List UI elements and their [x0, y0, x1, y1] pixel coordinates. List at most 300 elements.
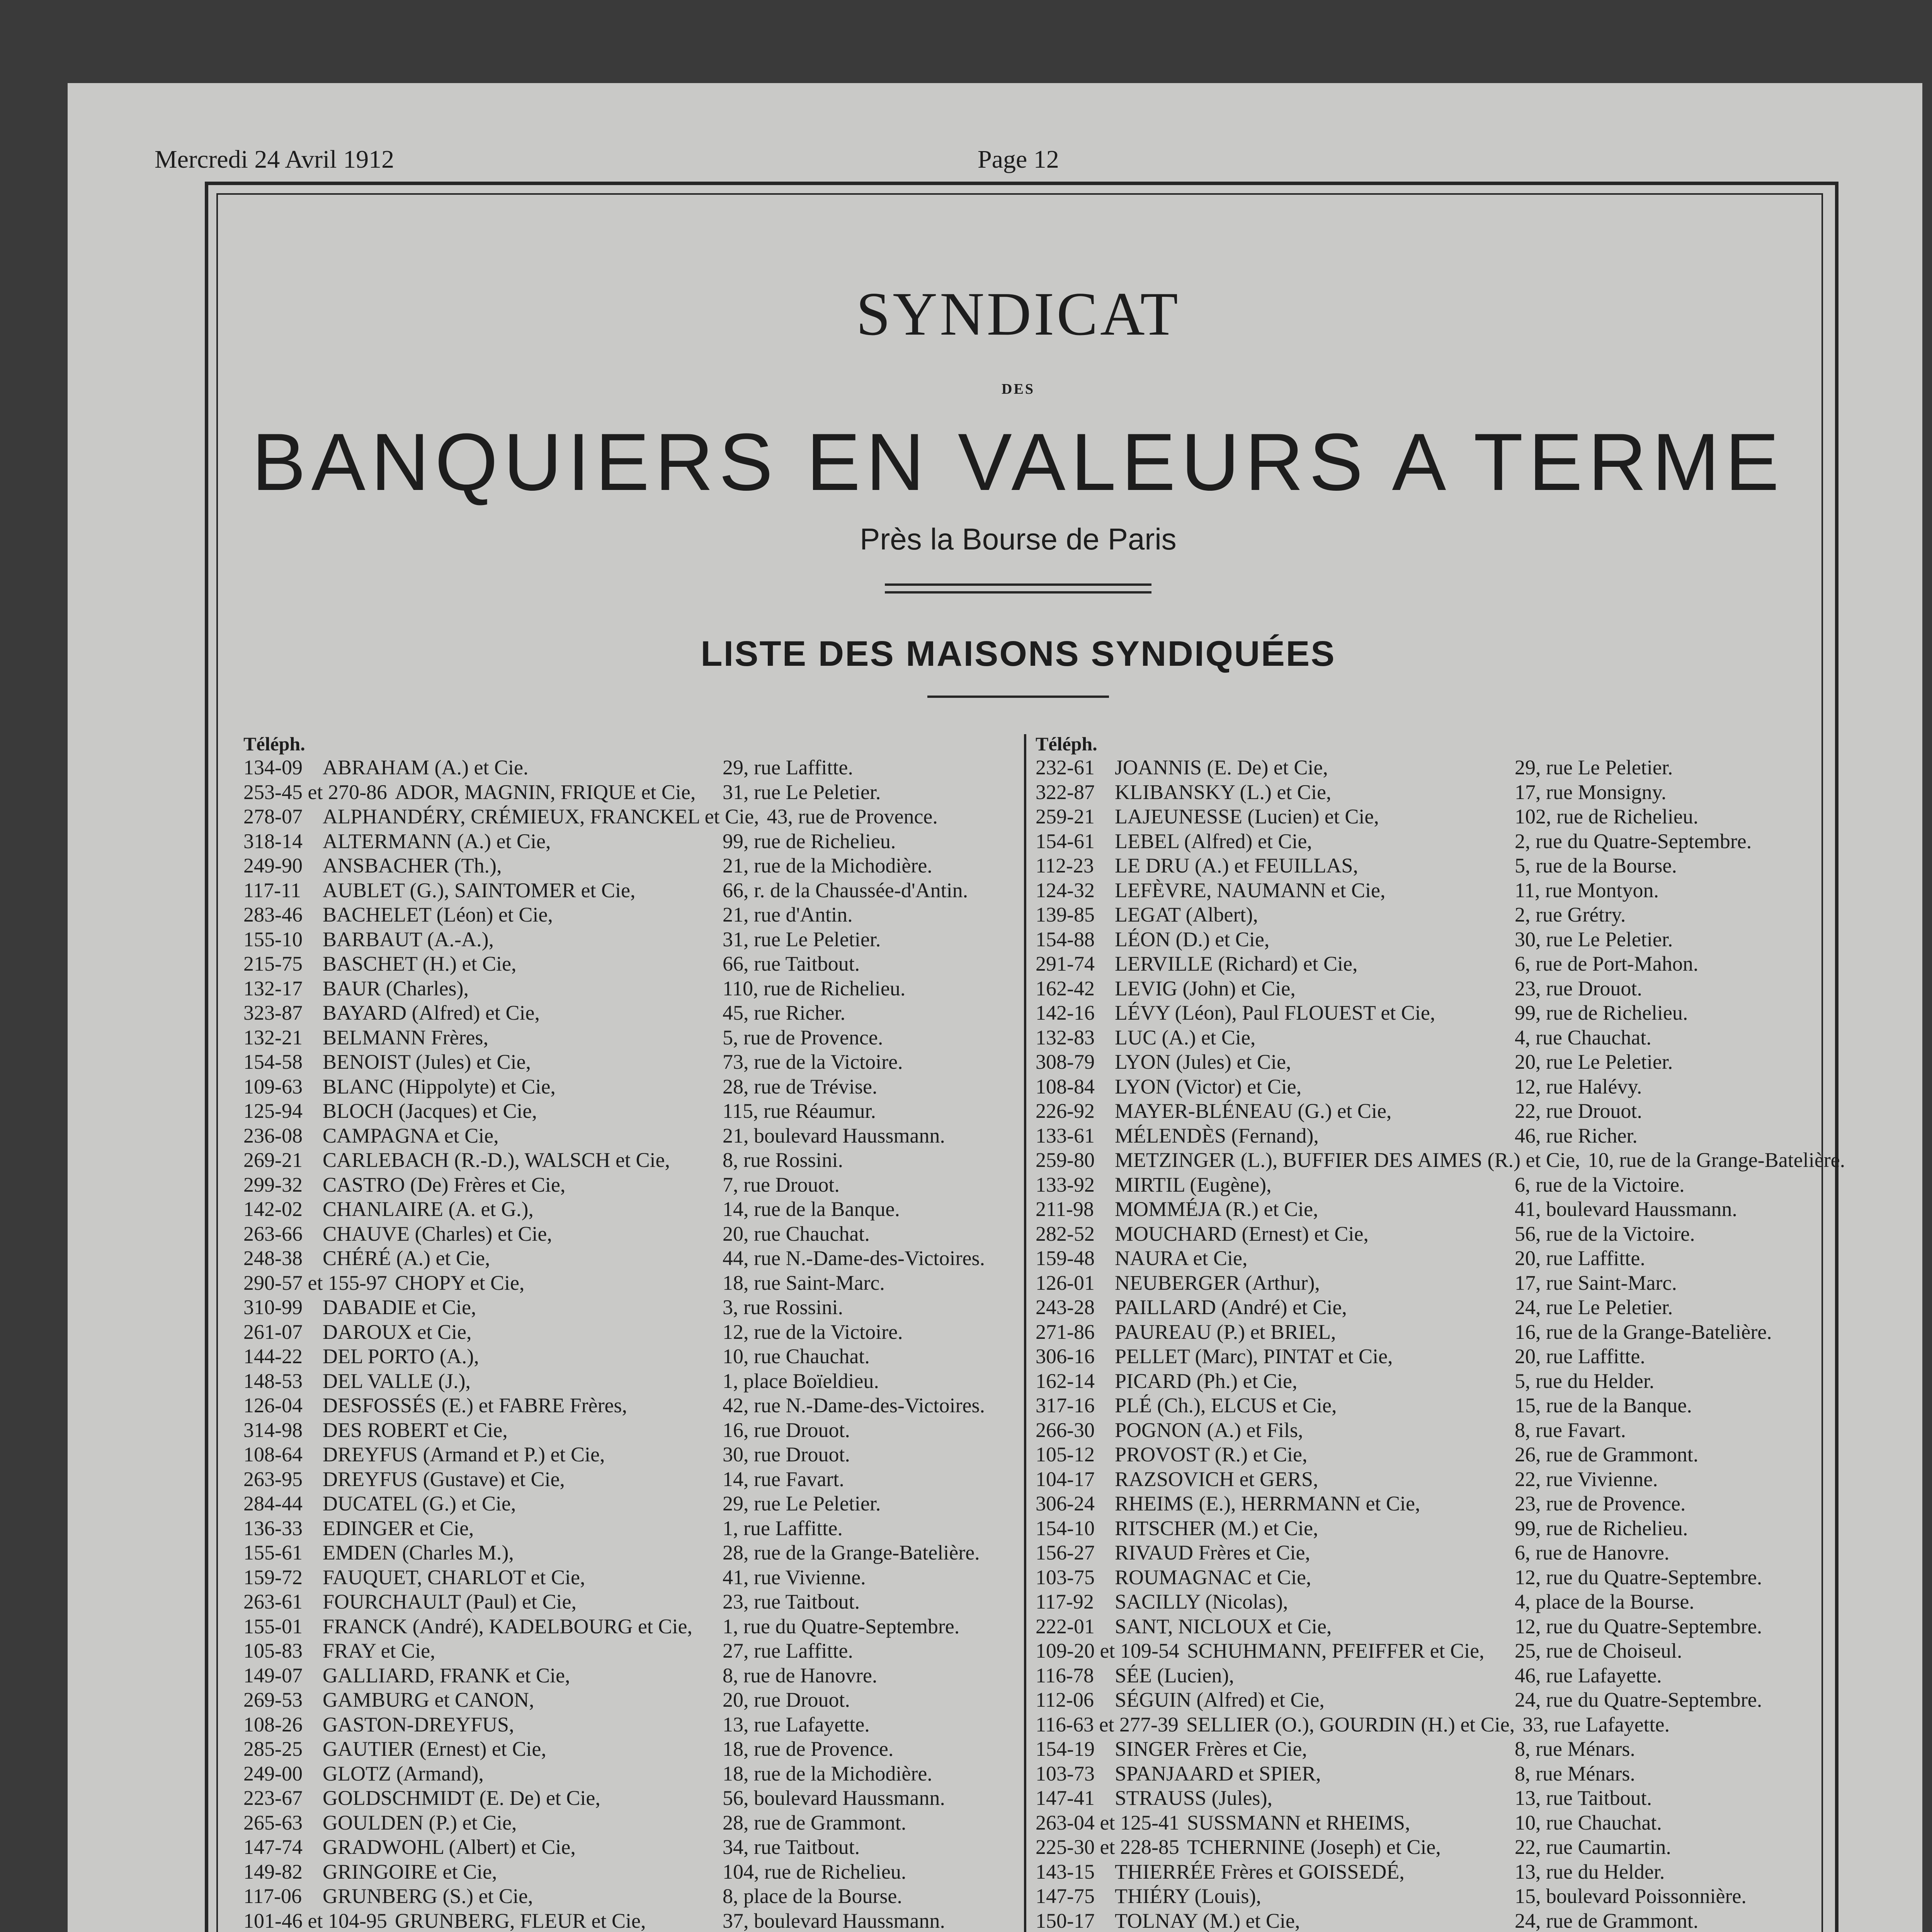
firm-address: 30, rue Drouot. — [723, 1443, 850, 1466]
phone-number: 162-42 — [1036, 976, 1095, 1000]
directory-row — [1036, 1393, 1692, 1418]
firm-name: LUC (A.) et Cie, — [1115, 1026, 1256, 1049]
firm-address: 12, rue du Quatre-Septembre. — [1515, 1614, 1762, 1638]
firm-address: 17, rue Monsigny. — [1515, 780, 1667, 804]
phone-number: 259-80 — [1036, 1148, 1095, 1172]
firm-address: 20, rue Chauchat. — [723, 1222, 870, 1245]
firm-name: DEL VALLE (J.), — [323, 1369, 471, 1393]
phone-number: 249-00 — [243, 1762, 303, 1785]
phone-number: 226-92 — [1036, 1099, 1095, 1122]
phone-number: 124-32 — [1036, 878, 1095, 902]
firm-address: 99, rue de Richelieu. — [1515, 1001, 1688, 1024]
firm-name: BELMANN Frères, — [323, 1026, 488, 1049]
phone-number: 105-83 — [243, 1639, 303, 1662]
phone-number: 278-07 — [243, 805, 303, 828]
firm-address: 14, rue Favart. — [723, 1467, 844, 1491]
phone-number: 125-94 — [243, 1099, 303, 1122]
firm-address: 34, rue Taitbout. — [723, 1835, 860, 1859]
phone-number: 253-45 et 270-86 — [243, 780, 387, 804]
phone-number: 266-30 — [1036, 1418, 1095, 1442]
phone-number: 117-11 — [243, 878, 301, 902]
directory-row — [243, 1811, 906, 1835]
firm-address: 18, rue Saint-Marc. — [723, 1271, 885, 1294]
directory-row — [1036, 1418, 1626, 1443]
phone-number: 108-64 — [243, 1443, 303, 1466]
phone-number: 103-75 — [1036, 1565, 1095, 1589]
firm-name: RAZSOVICH et GERS, — [1115, 1467, 1318, 1491]
firm-address: 8, rue Ménars. — [1515, 1762, 1635, 1785]
firm-name: DREYFUS (Gustave) et Cie, — [323, 1467, 565, 1491]
des-connector: DES — [1002, 381, 1035, 397]
phone-number: 112-06 — [1036, 1688, 1094, 1711]
phone-number: 132-21 — [243, 1026, 303, 1049]
phone-number: 159-72 — [243, 1565, 303, 1589]
phone-number: 284-44 — [243, 1492, 303, 1515]
page-number: Page 12 — [978, 145, 1059, 173]
phone-number: 291-74 — [1036, 952, 1095, 975]
firm-name: DREYFUS (Armand et P.) et Cie, — [323, 1443, 605, 1466]
firm-address: 21, boulevard Haussmann. — [723, 1124, 945, 1147]
firm-address: 4, rue Chauchat. — [1515, 1026, 1651, 1049]
directory-row — [243, 1026, 883, 1050]
directory-row — [243, 1909, 945, 1932]
firm-name: BASCHET (H.) et Cie, — [323, 952, 517, 975]
directory-row — [243, 1737, 894, 1762]
firm-name: MOMMÉJA (R.) et Cie, — [1115, 1197, 1318, 1221]
phone-number: 162-14 — [1036, 1369, 1095, 1393]
directory-row — [243, 1516, 843, 1541]
firm-address: 46, rue Richer. — [1515, 1124, 1638, 1147]
firm-address: 18, rue de Provence. — [723, 1737, 894, 1760]
firm-name: METZINGER (L.), BUFFIER DES AIMES (R.) et Cie, — [1115, 1148, 1580, 1172]
directory-row — [1036, 1467, 1658, 1492]
firm-name: CARLEBACH (R.-D.), WALSCH et Cie, — [323, 1148, 670, 1172]
phone-number: 215-75 — [243, 952, 303, 975]
firm-name: BACHELET (Léon) et Cie, — [323, 903, 553, 926]
phone-number: 283-46 — [243, 903, 303, 926]
tel-column-header: Téléph. — [1036, 733, 1097, 755]
firm-address: 28, rue de la Grange-Batelière. — [723, 1541, 980, 1564]
directory-row — [1036, 1516, 1688, 1541]
firm-address: 43, rue de Provence. — [767, 805, 938, 828]
directory-row — [243, 1663, 878, 1688]
firm-address: 22, rue Caumartin. — [1515, 1835, 1671, 1859]
phone-number: 155-10 — [243, 927, 303, 951]
phone-number: 263-04 et 125-41 — [1036, 1811, 1179, 1834]
phone-number: 142-02 — [243, 1197, 303, 1221]
phone-number: 149-82 — [243, 1860, 303, 1883]
firm-name: LAJEUNESSE (Lucien) et Cie, — [1115, 805, 1379, 828]
phone-number: 222-01 — [1036, 1614, 1095, 1638]
phone-number: 310-99 — [243, 1296, 303, 1319]
firm-name: GASTON-DREYFUS, — [323, 1713, 514, 1736]
directory-row — [243, 804, 938, 829]
firm-address: 7, rue Drouot. — [723, 1173, 840, 1196]
firm-address: 5, rue de Provence. — [723, 1026, 883, 1049]
firm-name: LE DRU (A.) et FEUILLAS, — [1115, 854, 1358, 877]
firm-address: 29, rue Le Peletier. — [723, 1492, 881, 1515]
firm-name: JOANNIS (E. De) et Cie, — [1115, 756, 1328, 779]
directory-right-column — [1036, 732, 1845, 1932]
phone-number: 144-22 — [243, 1345, 303, 1368]
firm-address: 44, rue N.-Dame-des-Victoires. — [723, 1247, 985, 1270]
firm-address: 21, rue d'Antin. — [723, 903, 853, 926]
phone-number: 126-04 — [243, 1394, 303, 1417]
firm-name: GLOTZ (Armand), — [323, 1762, 484, 1785]
directory-row — [243, 1786, 945, 1811]
phone-number: 263-66 — [243, 1222, 303, 1245]
phone-number: 105-12 — [1036, 1443, 1095, 1466]
firm-address: 27, rue Laffitte. — [723, 1639, 853, 1662]
firm-address: 23, rue de Provence. — [1515, 1492, 1686, 1515]
firm-address: 102, rue de Richelieu. — [1515, 805, 1699, 828]
firm-address: 6, rue de la Victoire. — [1515, 1173, 1685, 1196]
directory-row — [1036, 804, 1699, 829]
firm-address: 1, rue Laffitte. — [723, 1516, 843, 1540]
firm-address: 20, rue Drouot. — [723, 1688, 850, 1711]
phone-number: 109-20 et 109-54 — [1036, 1639, 1179, 1662]
firm-name: MÉLENDÈS (Fernand), — [1115, 1124, 1319, 1147]
phone-number: 116-63 et 277-39 — [1036, 1713, 1179, 1736]
firm-name: RITSCHER (M.) et Cie, — [1115, 1516, 1318, 1540]
phone-number: 117-92 — [1036, 1590, 1094, 1613]
firm-address: 3, rue Rossini. — [723, 1296, 844, 1319]
directory-row — [243, 1124, 945, 1148]
directory-row — [1036, 1001, 1688, 1026]
firm-name: LEVIG (John) et Cie, — [1115, 976, 1296, 1000]
directory-row — [1036, 1786, 1652, 1811]
phone-number: 101-46 et 104-95 — [243, 1909, 387, 1932]
phone-number: 290-57 et 155-97 — [243, 1271, 387, 1294]
title-rule-bottom — [885, 591, 1151, 594]
phone-number: 269-53 — [243, 1688, 303, 1711]
list-title: LISTE DES MAISONS SYNDIQUÉES — [701, 634, 1336, 673]
firm-name: POGNON (A.) et Fils, — [1115, 1418, 1303, 1442]
firm-address: 28, rue de Trévise. — [723, 1075, 878, 1098]
firm-address: 16, rue de la Grange-Batelière. — [1515, 1320, 1772, 1344]
firm-name: GALLIARD, FRANK et Cie, — [323, 1663, 570, 1687]
firm-name: FRAY et Cie, — [323, 1639, 435, 1662]
directory-row — [1036, 1099, 1642, 1124]
firm-name: MAYER-BLÉNEAU (G.) et Cie, — [1115, 1099, 1392, 1122]
firm-name: SACILLY (Nicolas), — [1115, 1590, 1288, 1613]
firm-address: 20, rue Laffitte. — [1515, 1345, 1645, 1368]
directory-row — [243, 755, 853, 780]
firm-address: 110, rue de Richelieu. — [723, 976, 906, 1000]
phone-number: 132-83 — [1036, 1026, 1095, 1049]
main-title: BANQUIERS EN VALEURS A TERME — [252, 417, 1785, 507]
column-divider — [1024, 734, 1026, 1932]
firm-name: LYON (Jules) et Cie, — [1115, 1050, 1291, 1073]
directory-row — [243, 854, 932, 878]
directory-row — [1036, 976, 1642, 1001]
firm-address: 45, rue Richer. — [723, 1001, 845, 1024]
phone-number: 259-21 — [1036, 805, 1095, 828]
directory-row — [243, 1418, 850, 1443]
firm-address: 10, rue Chauchat. — [1515, 1811, 1662, 1834]
phone-number: 314-98 — [243, 1418, 303, 1442]
firm-name: ALTERMANN (A.) et Cie, — [323, 829, 551, 853]
directory-row — [243, 1148, 844, 1173]
phone-number: 109-63 — [243, 1075, 303, 1098]
directory-left-column — [243, 732, 985, 1932]
directory-row — [1036, 1688, 1762, 1713]
phone-number: 236-08 — [243, 1124, 303, 1147]
firm-name: RHEIMS (E.), HERRMANN et Cie, — [1115, 1492, 1420, 1515]
firm-address: 42, rue N.-Dame-des-Victoires. — [723, 1394, 985, 1417]
phone-number: 154-10 — [1036, 1516, 1095, 1540]
firm-name: PELLET (Marc), PINTAT et Cie, — [1115, 1345, 1393, 1368]
firm-name: SANT, NICLOUX et Cie, — [1115, 1614, 1332, 1638]
directory-row — [243, 1541, 980, 1565]
directory-row — [1036, 1909, 1699, 1932]
directory-row — [243, 1001, 845, 1026]
phone-number: 154-58 — [243, 1050, 303, 1073]
directory-row — [1036, 1590, 1694, 1614]
phone-number: 133-92 — [1036, 1173, 1095, 1196]
directory-row — [1036, 1246, 1645, 1271]
firm-address: 15, rue de la Banque. — [1515, 1394, 1692, 1417]
firm-name: BARBAUT (A.-A.), — [323, 927, 494, 951]
directory-row — [243, 1320, 903, 1345]
directory-row — [1036, 1811, 1662, 1835]
directory-row — [1036, 1762, 1635, 1786]
firm-address: 37, boulevard Haussmann. — [723, 1909, 945, 1932]
tel-column-header: Téléph. — [243, 733, 305, 755]
firm-address: 13, rue Lafayette. — [723, 1713, 870, 1736]
firm-name: FAUQUET, CHARLOT et Cie, — [323, 1565, 585, 1589]
firm-name: TOLNAY (M.) et Cie, — [1115, 1909, 1300, 1932]
phone-number: 323-87 — [243, 1001, 303, 1024]
firm-address: 33, rue Lafayette. — [1522, 1713, 1670, 1736]
directory-row — [243, 1492, 881, 1516]
firm-address: 99, rue de Richelieu. — [723, 829, 896, 853]
directory-row — [243, 829, 896, 854]
firm-address: 30, rue Le Peletier. — [1515, 927, 1673, 951]
directory-row — [243, 1442, 850, 1467]
list-title-rule — [927, 696, 1109, 698]
firm-name: CHÉRÉ (A.) et Cie, — [323, 1247, 490, 1270]
phone-number: 243-28 — [1036, 1296, 1095, 1319]
firm-name: ANSBACHER (Th.), — [323, 854, 502, 877]
firm-name: DUCATEL (G.) et Cie, — [323, 1492, 516, 1515]
firm-name: MOUCHARD (Ernest) et Cie, — [1115, 1222, 1369, 1245]
firm-address: 29, rue Le Peletier. — [1515, 756, 1673, 779]
firm-address: 26, rue de Grammont. — [1515, 1443, 1699, 1466]
firm-address: 22, rue Vivienne. — [1515, 1467, 1658, 1491]
firm-name: DAROUX et Cie, — [323, 1320, 472, 1344]
phone-number: 317-16 — [1036, 1394, 1095, 1417]
directory-row — [243, 780, 881, 805]
firm-name: ROUMAGNAC et Cie, — [1115, 1565, 1311, 1589]
firm-address: 13, rue du Helder. — [1515, 1860, 1665, 1883]
firm-name: EDINGER et Cie, — [323, 1516, 474, 1540]
firm-address: 16, rue Drouot. — [723, 1418, 850, 1442]
directory-row — [243, 1688, 850, 1713]
directory-row — [1036, 1026, 1651, 1050]
directory-right-rows — [1036, 755, 1845, 1932]
directory-row — [1036, 1614, 1762, 1639]
firm-name: LEBEL (Alfred) et Cie, — [1115, 829, 1312, 853]
firm-name: MIRTIL (Eugène), — [1115, 1173, 1272, 1196]
directory-row — [1036, 854, 1677, 878]
directory-row — [243, 1713, 870, 1737]
firm-name: GRINGOIRE et Cie, — [323, 1860, 497, 1883]
firm-name: DEL PORTO (A.), — [323, 1345, 479, 1368]
firm-name: LEFÈVRE, NAUMANN et Cie, — [1115, 878, 1386, 902]
directory-row — [243, 878, 968, 903]
firm-name: BENOIST (Jules) et Cie, — [323, 1050, 531, 1073]
phone-number: 143-15 — [1036, 1860, 1095, 1883]
firm-name: GRUNBERG (S.) et Cie, — [323, 1884, 533, 1908]
firm-name: SÉE (Lucien), — [1115, 1663, 1234, 1687]
phone-number: 249-90 — [243, 854, 303, 877]
firm-address: 11, rue Montyon. — [1515, 878, 1659, 902]
firm-name: NAURA et Cie, — [1115, 1247, 1248, 1270]
phone-number: 117-06 — [243, 1884, 302, 1908]
phone-number: 136-33 — [243, 1516, 303, 1540]
firm-address: 23, rue Drouot. — [1515, 976, 1642, 1000]
firm-address: 73, rue de la Victoire. — [723, 1050, 903, 1073]
directory-row — [1036, 1639, 1682, 1663]
firm-address: 20, rue Le Peletier. — [1515, 1050, 1673, 1073]
directory-row — [243, 1369, 879, 1394]
firm-name: ABRAHAM (A.) et Cie. — [323, 756, 529, 779]
syndicat-heading: SYNDICAT — [856, 279, 1180, 348]
firm-name: THIÉRY (Louis), — [1115, 1884, 1261, 1908]
phone-number: 139-85 — [1036, 903, 1095, 926]
firm-address: 41, rue Vivienne. — [723, 1565, 866, 1589]
phone-number: 154-88 — [1036, 927, 1095, 951]
firm-name: STRAUSS (Jules), — [1115, 1786, 1273, 1810]
directory-row — [243, 1099, 876, 1124]
directory-row — [1036, 1737, 1635, 1762]
directory-row — [1036, 1050, 1673, 1075]
directory-row — [1036, 1835, 1671, 1860]
directory-row — [243, 1565, 866, 1590]
phone-number: 149-07 — [243, 1663, 303, 1687]
firm-name: PAUREAU (P.) et BRIEL, — [1115, 1320, 1336, 1344]
directory-row — [243, 952, 860, 976]
firm-address: 24, rue du Quatre-Septembre. — [1515, 1688, 1762, 1711]
directory-row — [243, 1467, 844, 1492]
directory-left-rows — [243, 755, 985, 1932]
firm-address: 1, rue du Quatre-Septembre. — [723, 1614, 960, 1638]
firm-name: KLIBANSKY (L.) et Cie, — [1115, 780, 1332, 804]
firm-address: 6, rue de Hanovre. — [1515, 1541, 1670, 1564]
directory-row — [1036, 1271, 1677, 1296]
phone-number: 132-17 — [243, 976, 303, 1000]
phone-number: 306-24 — [1036, 1492, 1095, 1515]
phone-number: 142-16 — [1036, 1001, 1095, 1024]
firm-name: SELLIER (O.), GOURDIN (H.) et Cie, — [1186, 1713, 1515, 1736]
phone-number: 306-16 — [1036, 1345, 1095, 1368]
subtitle: Près la Bourse de Paris — [860, 522, 1177, 556]
firm-name: GOLDSCHMIDT (E. De) et Cie, — [323, 1786, 600, 1810]
directory-row — [243, 903, 853, 927]
firm-name: PAILLARD (André) et Cie, — [1115, 1296, 1347, 1319]
firm-name: BLANC (Hippolyte) et Cie, — [323, 1075, 556, 1098]
directory-row — [243, 1050, 903, 1075]
firm-address: 12, rue du Quatre-Septembre. — [1515, 1565, 1762, 1589]
firm-address: 8, rue Rossini. — [723, 1148, 844, 1172]
directory-row — [1036, 1541, 1670, 1565]
firm-name: SÉGUIN (Alfred) et Cie, — [1115, 1688, 1325, 1711]
directory-row — [1036, 1320, 1772, 1345]
firm-name: SUSSMANN et RHEIMS, — [1187, 1811, 1410, 1834]
phone-number: 263-95 — [243, 1467, 303, 1491]
firm-name: SCHUHMANN, PFEIFFER et Cie, — [1187, 1639, 1485, 1662]
phone-number: 108-26 — [243, 1713, 303, 1736]
firm-address: 104, rue de Richelieu. — [723, 1860, 906, 1883]
firm-name: CHANLAIRE (A. et G.), — [323, 1197, 534, 1221]
firm-name: EMDEN (Charles M.), — [323, 1541, 514, 1564]
firm-name: NEUBERGER (Arthur), — [1115, 1271, 1320, 1294]
firm-name: AUBLET (G.), SAINTOMER et Cie, — [323, 878, 636, 902]
firm-name: TCHERNINE (Joseph) et Cie, — [1187, 1835, 1441, 1859]
firm-address: 21, rue de la Michodière. — [723, 854, 932, 877]
phone-number: 155-61 — [243, 1541, 303, 1564]
firm-address: 29, rue Laffitte. — [723, 756, 853, 779]
firm-name: RIVAUD Frères et Cie, — [1115, 1541, 1310, 1564]
firm-address: 22, rue Drouot. — [1515, 1099, 1642, 1122]
phone-number: 154-19 — [1036, 1737, 1095, 1760]
firm-address: 28, rue de Grammont. — [723, 1811, 906, 1834]
directory-row — [243, 1835, 860, 1860]
firm-name: SINGER Frères et Cie, — [1115, 1737, 1307, 1760]
phone-number: 318-14 — [243, 829, 303, 853]
directory-row — [1036, 755, 1673, 780]
phone-number: 223-67 — [243, 1786, 303, 1810]
directory-row — [243, 1884, 902, 1909]
firm-address: 8, rue Ménars. — [1515, 1737, 1635, 1760]
firm-address: 66, r. de la Chaussée-d'Antin. — [723, 878, 968, 902]
phone-number: 211-98 — [1036, 1197, 1094, 1221]
phone-number: 322-87 — [1036, 780, 1095, 804]
firm-address: 46, rue Lafayette. — [1515, 1663, 1662, 1687]
firm-address: 8, place de la Bourse. — [723, 1884, 902, 1908]
directory-row — [243, 1860, 906, 1884]
directory-row — [243, 1393, 985, 1418]
firm-name: GRUNBERG, FLEUR et Cie, — [395, 1909, 646, 1932]
firm-address: 25, rue de Choiseul. — [1515, 1639, 1682, 1662]
phone-number: 108-84 — [1036, 1075, 1095, 1098]
phone-number: 225-30 et 228-85 — [1036, 1835, 1179, 1859]
directory-row — [243, 1639, 853, 1663]
firm-address: 56, boulevard Haussmann. — [723, 1786, 945, 1810]
directory-row — [1036, 1369, 1655, 1394]
phone-number: 147-75 — [1036, 1884, 1095, 1908]
phone-number: 112-23 — [1036, 854, 1094, 877]
directory-row — [1036, 1197, 1737, 1222]
phone-number: 154-61 — [1036, 829, 1095, 853]
directory-row — [1036, 1663, 1662, 1688]
phone-number: 261-07 — [243, 1320, 303, 1344]
firm-address: 1, place Boïeldieu. — [723, 1369, 879, 1393]
title-rule-top — [885, 583, 1151, 586]
firm-address: 23, rue Taitbout. — [723, 1590, 860, 1613]
directory-row — [1036, 878, 1659, 903]
directory-row — [1036, 1492, 1686, 1516]
phone-number: 150-17 — [1036, 1909, 1095, 1932]
firm-name: LÉVY (Léon), Paul FLOUEST et Cie, — [1115, 1001, 1435, 1024]
directory-row — [243, 1222, 870, 1247]
firm-name: GAUTIER (Ernest) et Cie, — [323, 1737, 546, 1760]
firm-address: 56, rue de la Victoire. — [1515, 1222, 1695, 1245]
firm-name: PROVOST (R.) et Cie, — [1115, 1443, 1308, 1466]
firm-address: 66, rue Taitbout. — [723, 952, 860, 975]
firm-name: DABADIE et Cie, — [323, 1296, 476, 1319]
